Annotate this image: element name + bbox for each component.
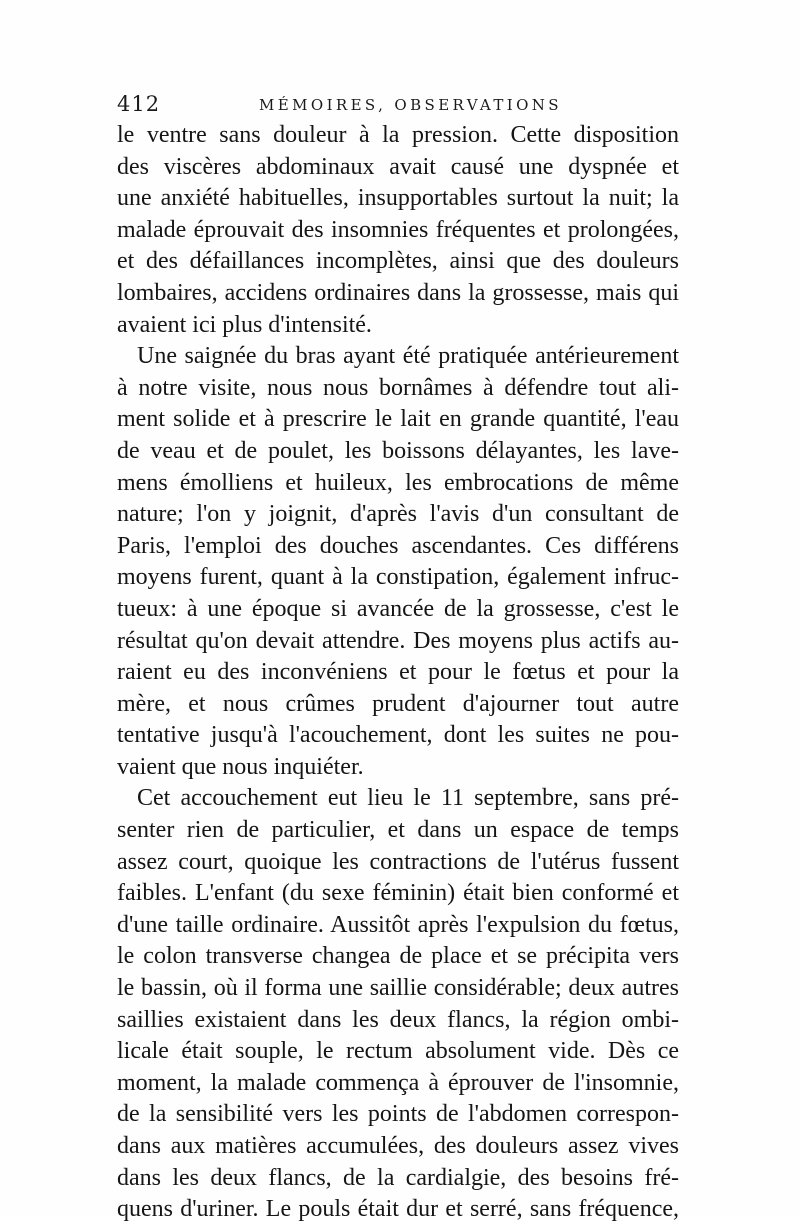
text-line: Paris, l'emploi des douches ascendantes. Ces différens xyxy=(117,532,679,559)
text-line: malade éprouvait des insomnies fréquentes et prolongées, xyxy=(117,216,679,243)
text-line: avaient ici plus d'intensité. xyxy=(117,311,372,338)
text-line: de veau et de poulet, les boissons délayantes, les lave- xyxy=(117,437,679,464)
text-line: raient eu des inconvéniens et pour le fœtus et pour la xyxy=(117,659,679,686)
body-text xyxy=(117,120,679,1226)
text-line: Cet accouchement eut lieu le 11 septembre, sans pré- xyxy=(137,785,679,812)
text-line: nature; l'on y joignit, d'après l'avis d'un consultant de xyxy=(117,501,679,528)
text-line: quens d'uriner. Le pouls était dur et serré, sans fréquence, xyxy=(117,1196,679,1223)
text-line: mens émolliens et huileux, les embrocations de même xyxy=(117,469,679,496)
text-line: le colon transverse changea de place et se précipita vers xyxy=(117,943,679,970)
text-line: saillies existaient dans les deux flancs, la région ombi- xyxy=(117,1006,679,1033)
text-line: tentative jusqu'à l'acouchement, dont les suites ne pou- xyxy=(117,722,679,749)
page-number: 412 xyxy=(117,92,161,116)
text-line: le ventre sans douleur à la pression. Cette disposition xyxy=(117,122,679,148)
page-header xyxy=(117,92,677,122)
text-line: d'une taille ordinaire. Aussitôt après l'expulsion du fœtus, xyxy=(117,911,679,938)
text-line: une anxiété habituelles, insupportables surtout la nuit; la xyxy=(117,185,679,212)
text-line: vaient que nous inquiéter. xyxy=(117,753,364,780)
text-line: et des défaillances incomplètes, ainsi que des douleurs xyxy=(117,248,679,275)
text-line: tueux: à une époque si avancée de la grossesse, c'est le xyxy=(117,595,679,622)
text-line: de la sensibilité vers les points de l'abdomen correspon- xyxy=(117,1101,679,1128)
text-line: senter rien de particulier, et dans un espace de temps xyxy=(117,817,679,844)
text-line: mère, et nous crûmes prudent d'ajourner tout autre xyxy=(117,690,679,717)
text-line: licale était souple, le rectum absolument vide. Dès ce xyxy=(117,1038,679,1065)
text-line: lombaires, accidens ordinaires dans la grossesse, mais qui xyxy=(117,279,679,306)
text-line: faibles. L'enfant (du sexe féminin) était bien conformé et xyxy=(117,880,679,907)
text-line: à notre visite, nous nous bornâmes à défendre tout ali- xyxy=(117,374,679,401)
text-line: ment solide et à prescrire le lait en grande quantité, l'eau xyxy=(117,406,679,433)
running-head: MÉMOIRES, OBSERVATIONS xyxy=(259,96,562,114)
text-line: résultat qu'on devait attendre. Des moyens plus actifs au- xyxy=(117,627,679,654)
text-line: le bassin, où il forma une saillie considérable; deux autres xyxy=(117,975,679,1002)
text-line: dans les deux flancs, de la cardialgie, des besoins fré- xyxy=(117,1164,679,1191)
text-line: moyens furent, quant à la constipation, également infruc- xyxy=(117,564,679,591)
text-line: des viscères abdominaux avait causé une dyspnée et xyxy=(117,153,679,180)
text-line: moment, la malade commença à éprouver de l'insomnie, xyxy=(117,1069,679,1096)
text-line: dans aux matières accumulées, des douleurs assez vives xyxy=(117,1133,679,1159)
text-line: assez court, quoique les contractions de l'utérus fussent xyxy=(117,848,679,875)
text-line: Une saignée du bras ayant été pratiquée antérieurement xyxy=(137,343,679,370)
